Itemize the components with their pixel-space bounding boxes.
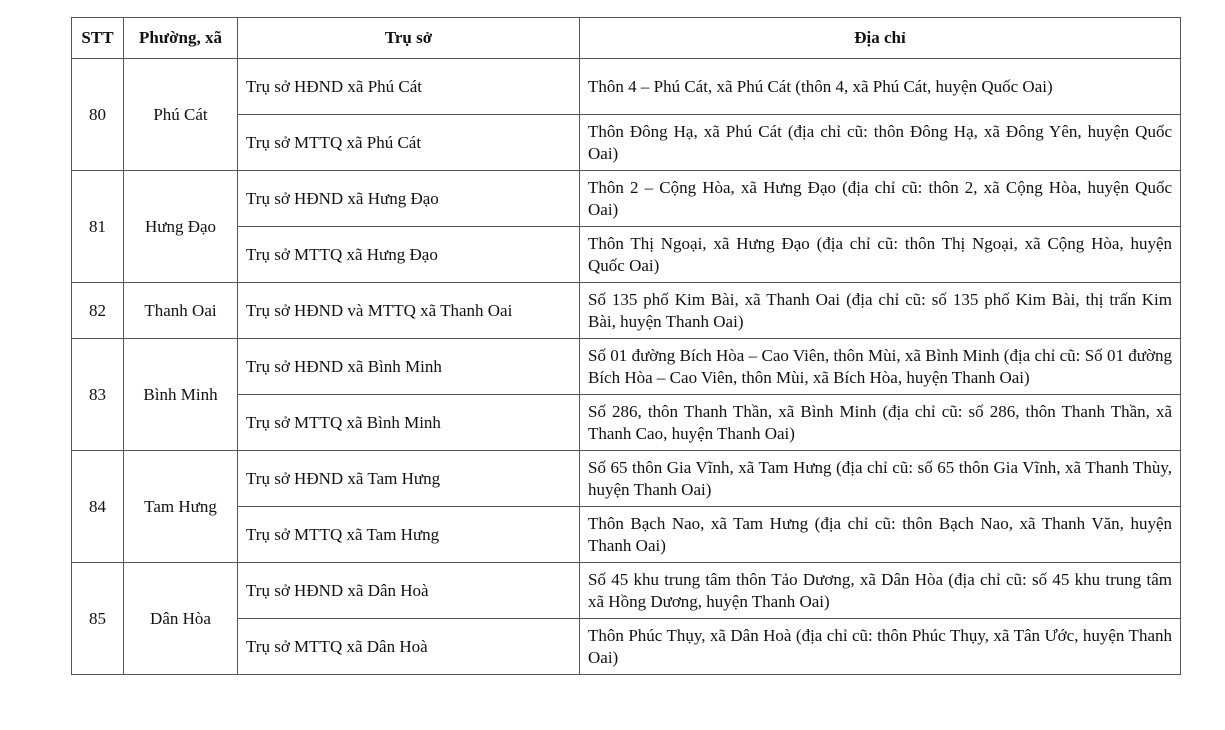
office-cell: Trụ sở MTTQ xã Bình Minh: [238, 395, 580, 451]
office-cell: Trụ sở HĐND xã Dân Hoà: [238, 563, 580, 619]
table-row: [72, 619, 1181, 675]
address-cell: Thôn Phúc Thụy, xã Dân Hoà (địa chỉ cũ: thôn Phúc Thụy, xã Tân Ước, huyện Thanh Oai): [580, 619, 1181, 675]
office-cell: Trụ sở MTTQ xã Tam Hưng: [238, 507, 580, 563]
ward-cell: Bình Minh: [124, 339, 238, 451]
ward-cell: Hưng Đạo: [124, 171, 238, 283]
header-stt: STT: [72, 18, 124, 59]
address-cell: Thôn Đông Hạ, xã Phú Cát (địa chỉ cũ: thôn Đông Hạ, xã Đông Yên, huyện Quốc Oai): [580, 115, 1181, 171]
ward-cell: Dân Hòa: [124, 563, 238, 675]
table-row: [72, 563, 1181, 619]
office-address-table: [71, 17, 1181, 675]
address-cell: Thôn Thị Ngoại, xã Hưng Đạo (địa chỉ cũ: thôn Thị Ngoại, xã Cộng Hòa, huyện Quốc Oai): [580, 227, 1181, 283]
office-cell: Trụ sở HĐND xã Hưng Đạo: [238, 171, 580, 227]
table-row: [72, 115, 1181, 171]
header-row: [72, 18, 1181, 59]
office-cell: Trụ sở HĐND xã Tam Hưng: [238, 451, 580, 507]
table-header: [72, 18, 1181, 59]
office-cell: Trụ sở HĐND và MTTQ xã Thanh Oai: [238, 283, 580, 339]
address-cell: Thôn 2 – Cộng Hòa, xã Hưng Đạo (địa chỉ cũ: thôn 2, xã Cộng Hòa, huyện Quốc Oai): [580, 171, 1181, 227]
stt-cell: 80: [72, 59, 124, 171]
office-cell: Trụ sở HĐND xã Bình Minh: [238, 339, 580, 395]
stt-cell: 82: [72, 283, 124, 339]
ward-cell: Tam Hưng: [124, 451, 238, 563]
stt-cell: 84: [72, 451, 124, 563]
office-cell: Trụ sở MTTQ xã Phú Cát: [238, 115, 580, 171]
address-cell: Số 65 thôn Gia Vĩnh, xã Tam Hưng (địa chỉ cũ: số 65 thôn Gia Vĩnh, xã Thanh Thùy, huyện Thanh Oai): [580, 451, 1181, 507]
table-row: [72, 227, 1181, 283]
table-row: [72, 339, 1181, 395]
table-body: [72, 59, 1181, 675]
address-cell: Thôn Bạch Nao, xã Tam Hưng (địa chỉ cũ: thôn Bạch Nao, xã Thanh Văn, huyện Thanh Oai): [580, 507, 1181, 563]
stt-cell: 85: [72, 563, 124, 675]
stt-cell: 81: [72, 171, 124, 283]
address-cell: Số 01 đường Bích Hòa – Cao Viên, thôn Mùi, xã Bình Minh (địa chỉ cũ: Số 01 đường Bích Hòa – Cao Viên, thôn Mùi, xã Bích Hòa, huyện Thanh Oai): [580, 339, 1181, 395]
address-cell: Số 135 phố Kim Bài, xã Thanh Oai (địa chỉ cũ: số 135 phố Kim Bài, thị trấn Kim Bài, huyện Thanh Oai): [580, 283, 1181, 339]
address-cell: Thôn 4 – Phú Cát, xã Phú Cát (thôn 4, xã Phú Cát, huyện Quốc Oai): [580, 59, 1181, 115]
header-address: Địa chỉ: [580, 18, 1181, 59]
stt-cell: 83: [72, 339, 124, 451]
header-ward: Phường, xã: [124, 18, 238, 59]
office-cell: Trụ sở MTTQ xã Hưng Đạo: [238, 227, 580, 283]
table-row: [72, 59, 1181, 115]
ward-cell: Phú Cát: [124, 59, 238, 171]
header-office: Trụ sở: [238, 18, 580, 59]
address-cell: Số 45 khu trung tâm thôn Tảo Dương, xã Dân Hòa (địa chỉ cũ: số 45 khu trung tâm xã Hồng Dương, huyện Thanh Oai): [580, 563, 1181, 619]
ward-cell: Thanh Oai: [124, 283, 238, 339]
office-cell: Trụ sở HĐND xã Phú Cát: [238, 59, 580, 115]
table-row: [72, 451, 1181, 507]
table-row: [72, 171, 1181, 227]
table-row: [72, 507, 1181, 563]
office-cell: Trụ sở MTTQ xã Dân Hoà: [238, 619, 580, 675]
table-row: [72, 395, 1181, 451]
table-row: [72, 283, 1181, 339]
address-cell: Số 286, thôn Thanh Thần, xã Bình Minh (địa chỉ cũ: số 286, thôn Thanh Thần, xã Thanh Cao, huyện Thanh Oai): [580, 395, 1181, 451]
